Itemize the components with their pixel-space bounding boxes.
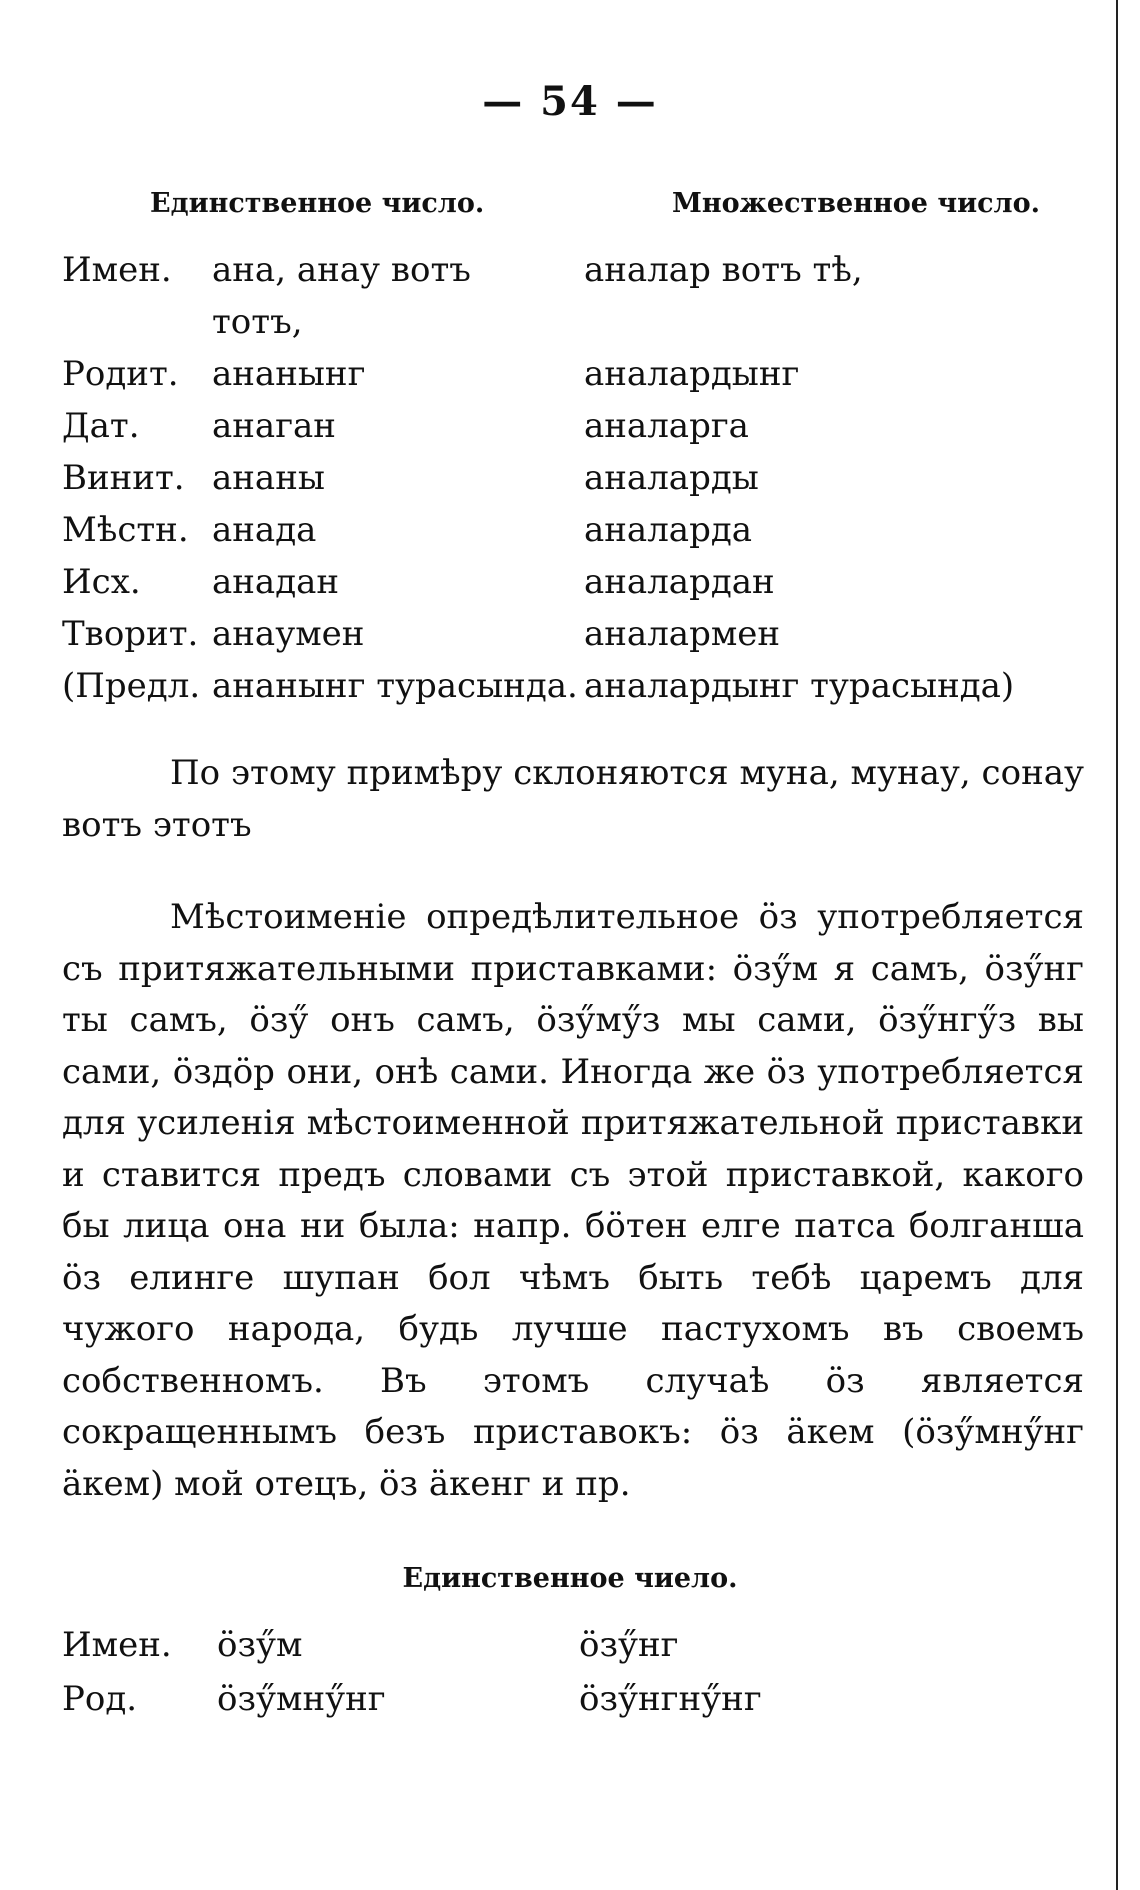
- header-singular-2: Единственное чиело.: [402, 1563, 738, 1594]
- first-person-form: ӧзӳм: [217, 1625, 303, 1665]
- header-plural: Множественное число.: [672, 188, 1040, 219]
- table-row: [62, 510, 1062, 562]
- oz-declension-table: [62, 1625, 962, 1733]
- paragraph-pronoun-oz: [62, 892, 1084, 1510]
- page-number: — 54 —: [482, 78, 658, 125]
- plural-form: аналарга: [584, 406, 749, 446]
- case-label: Творит.: [62, 614, 199, 654]
- singular-form: ананынг: [212, 354, 366, 394]
- paragraph-example-note: [62, 748, 1084, 851]
- plural-form: аналардынг турасында): [584, 666, 1015, 706]
- plural-form: аналармен: [584, 614, 781, 654]
- declension-table: [62, 250, 1062, 718]
- plural-form: аналардынг: [584, 354, 800, 394]
- singular-form: анадан: [212, 562, 340, 602]
- plural-form: аналар вотъ тѣ,: [584, 250, 863, 290]
- second-person-form: ӧзӳнгнӳнг: [579, 1679, 762, 1719]
- table-row: [62, 1679, 962, 1733]
- paragraph-text: По этому примѣру склоняются муна, мунау, сонау вотъ этотъ: [62, 753, 1084, 845]
- case-label: (Предл.: [62, 666, 201, 706]
- table-row: [62, 302, 1062, 354]
- table-row: [62, 458, 1062, 510]
- table-row: [62, 562, 1062, 614]
- table-row: [62, 250, 1062, 302]
- singular-form: ана, анау вотъ: [212, 250, 471, 290]
- second-person-form: ӧзӳнг: [579, 1625, 679, 1665]
- case-label: Имен.: [62, 1625, 172, 1665]
- case-label: Исх.: [62, 562, 141, 602]
- plural-form: аналарды: [584, 458, 759, 498]
- case-label: Род.: [62, 1679, 138, 1719]
- singular-form: ананынг турасында.: [212, 666, 578, 706]
- singular-form: ананы: [212, 458, 325, 498]
- singular-form: анада: [212, 510, 317, 550]
- table-row: [62, 666, 1062, 718]
- first-person-form: ӧзӳмнӳнг: [217, 1679, 386, 1719]
- singular-form: анаган: [212, 406, 336, 446]
- case-label: Родит.: [62, 354, 179, 394]
- singular-form: тотъ,: [212, 302, 303, 342]
- singular-form: анаумен: [212, 614, 365, 654]
- table-row: [62, 1625, 962, 1679]
- table-row: [62, 406, 1062, 458]
- paragraph-text: Мѣстоименіе опредѣлительное ӧз употребляется съ притяжательными приставками: ӧзӳм я самъ, ӧзӳнг ты самъ, ӧзӳ онъ самъ, ӧзӳмӳз мы сами, ӧзӳнгӳз вы сами, ӧздӧр они, онѣ сами. Иногда же ӧз употребляется для усиленія мѣстоименной притяжательной приставки и ставится предъ словами съ этой приставкой, какого бы лица она ни была: напр. бӧтен елге патса болганша ӧз елинге шупан бол чѣмъ быть тебѣ царемъ для чужого народа, будь лучше пастухомъ въ своемъ собственномъ. Въ этомъ случаѣ ӧз является сокращеннымъ безъ приставокъ: ӧз ӓкем (ӧзӳмнӳнг ӓкем) мой отецъ, ӧз ӓкенг и пр.: [62, 897, 1084, 1504]
- plural-form: аналарда: [584, 510, 753, 550]
- table-row: [62, 614, 1062, 666]
- header-singular: Единственное число.: [150, 188, 485, 219]
- case-label: Винит.: [62, 458, 185, 498]
- case-label: Дат.: [62, 406, 140, 446]
- case-label: Мѣстн.: [62, 510, 189, 550]
- case-label: Имен.: [62, 250, 172, 290]
- table-row: [62, 354, 1062, 406]
- page-edge-line: [1116, 0, 1118, 1890]
- plural-form: аналардан: [584, 562, 775, 602]
